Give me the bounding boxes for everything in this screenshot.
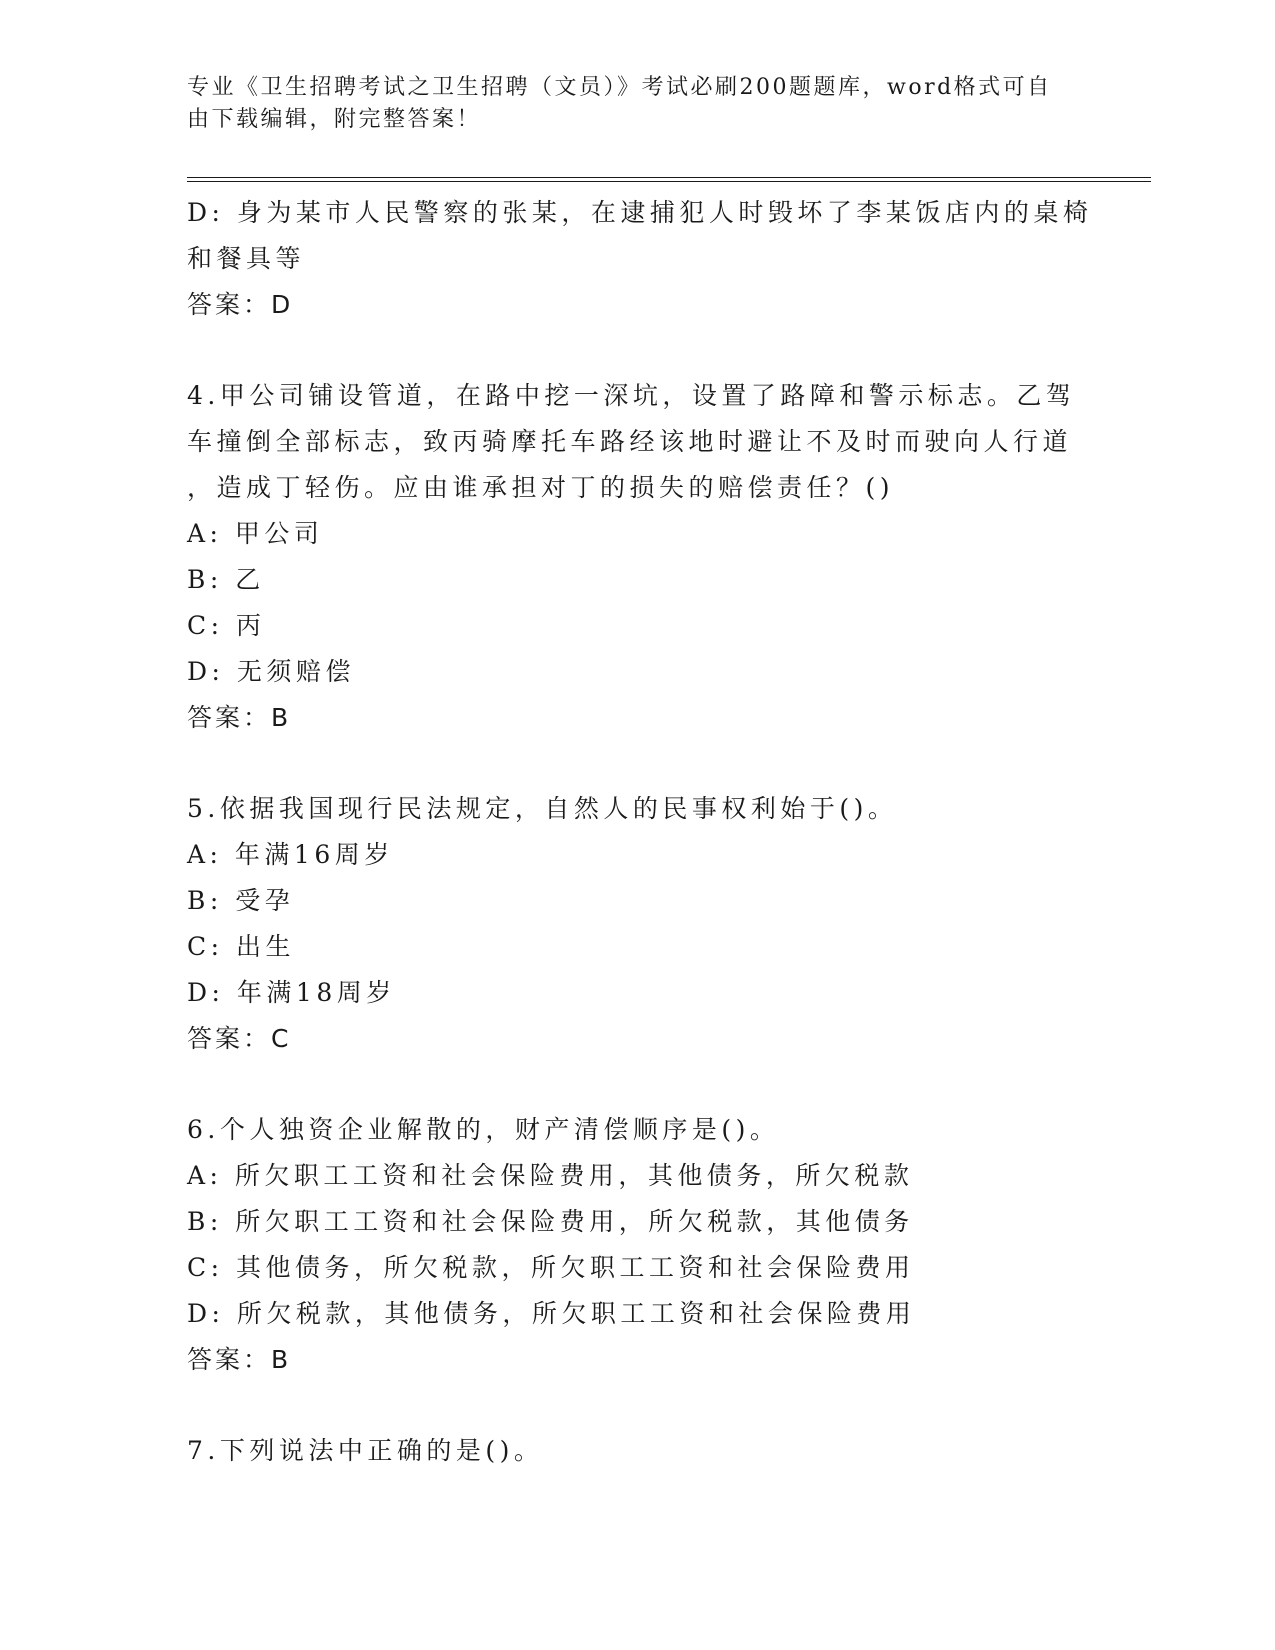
q4-answer: 答案：B bbox=[187, 703, 292, 732]
header-line-1: 专业《卫生招聘考试之卫生招聘（文员）》考试必刷200题题库，word格式可自 bbox=[187, 75, 1052, 100]
header-line-2: 由下载编辑，附完整答案！ bbox=[187, 107, 482, 132]
question-7 bbox=[187, 1428, 1087, 1474]
q6-option-a: A: 所欠职工工资和社会保险费用，其他债务，所欠税款 bbox=[187, 1161, 914, 1190]
q4-option-d: D: 无须赔偿 bbox=[187, 657, 355, 686]
question-4 bbox=[187, 373, 1087, 741]
q6-option-c: C: 其他债务，所欠税款，所欠职工工资和社会保险费用 bbox=[187, 1253, 915, 1282]
q5-option-a: A: 年满16周岁 bbox=[187, 840, 394, 869]
q6-option-d: D: 所欠税款，其他债务，所欠职工工资和社会保险费用 bbox=[187, 1299, 916, 1328]
question-list bbox=[187, 190, 1093, 1474]
q4-stem-line-2: 车撞倒全部标志，致丙骑摩托车路经该地时避让不及时而驶向人行道 bbox=[187, 427, 1073, 456]
q4-stem-line-1: 4.甲公司铺设管道，在路中挖一深坑，设置了路障和警示标志。乙驾 bbox=[187, 381, 1076, 410]
question-6 bbox=[187, 1107, 1087, 1383]
q4-stem-line-3: ，造成丁轻伤。应由谁承担对丁的损失的赔偿责任？() bbox=[187, 473, 895, 502]
question-3-tail bbox=[187, 190, 1093, 328]
q6-option-b: B: 所欠职工工资和社会保险费用，所欠税款，其他债务 bbox=[187, 1207, 914, 1236]
q5-stem: 5.依据我国现行民法规定，自然人的民事权利始于()。 bbox=[187, 794, 898, 823]
q3-option-d-line-1: D: 身为某市人民警察的张某，在逮捕犯人时毁坏了李某饭店内的桌椅 bbox=[187, 198, 1093, 227]
q6-stem: 6.个人独资企业解散的，财产清偿顺序是()。 bbox=[187, 1115, 780, 1144]
q3-answer: 答案：D bbox=[187, 290, 294, 319]
q4-option-c: C: 丙 bbox=[187, 611, 266, 640]
header-divider bbox=[187, 177, 1151, 182]
q5-option-b: B: 受孕 bbox=[187, 886, 295, 915]
q6-answer: 答案：B bbox=[187, 1345, 292, 1374]
question-5 bbox=[187, 786, 1087, 1062]
q5-answer: 答案：C bbox=[187, 1024, 292, 1053]
q5-option-c: C: 出生 bbox=[187, 932, 295, 961]
q7-stem: 7.下列说法中正确的是()。 bbox=[187, 1436, 544, 1465]
document-header bbox=[187, 72, 1067, 136]
q4-option-a: A: 甲公司 bbox=[187, 519, 324, 548]
q5-option-d: D: 年满18周岁 bbox=[187, 978, 396, 1007]
q3-option-d-line-2: 和餐具等 bbox=[187, 244, 306, 273]
q4-option-b: B: 乙 bbox=[187, 565, 265, 594]
